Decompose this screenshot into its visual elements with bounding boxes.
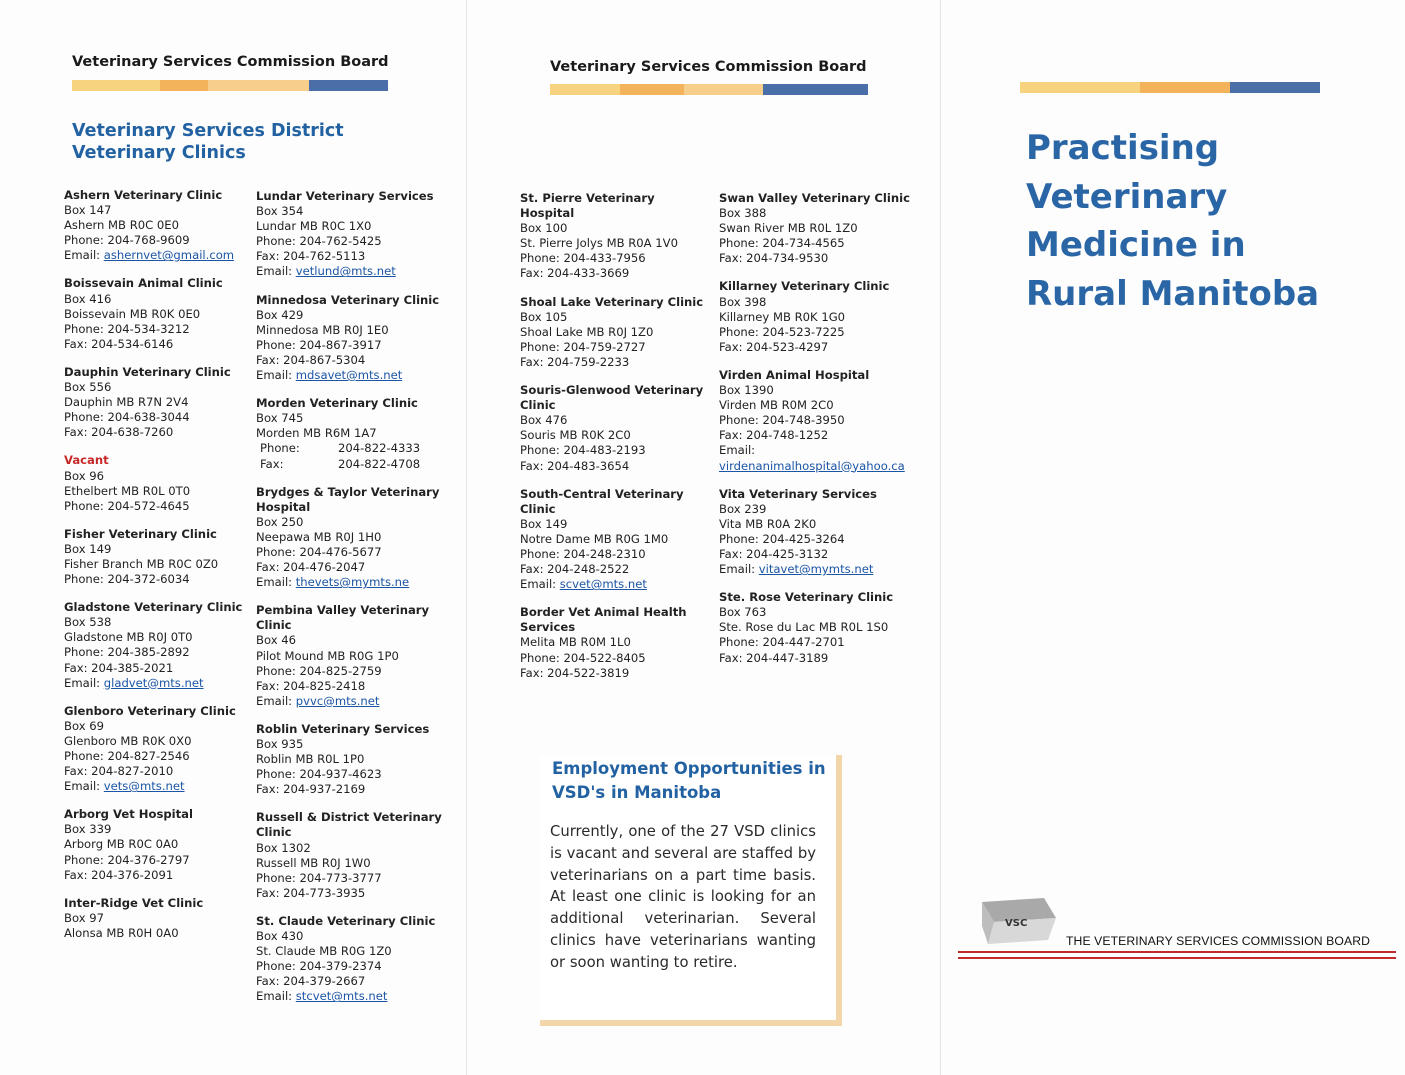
email-label: Email: xyxy=(256,575,296,590)
clinic-name: Lundar Veterinary Services xyxy=(256,189,434,203)
clinic-detail: Fax: 204-867-5304 xyxy=(256,352,366,367)
clinic-name: Virden Animal Hospital xyxy=(719,367,870,382)
clinic-entry xyxy=(719,487,919,578)
clinic-detail: Fax: 204-759-2233 xyxy=(520,354,630,369)
clinic-detail-value: 204-822-4333 xyxy=(338,441,421,456)
clinic-entry xyxy=(719,279,919,354)
clinic-detail: Phone: 204-867-3917 xyxy=(256,337,382,352)
fold-line-right xyxy=(940,0,941,1075)
clinic-entry xyxy=(64,527,249,587)
clinic-entry xyxy=(719,590,919,665)
cover-title-line: Veterinary xyxy=(1026,176,1228,217)
clinic-detail: Box 476 xyxy=(520,413,568,428)
email-label: Email: xyxy=(64,675,104,690)
clinic-detail: Fax: 204-248-2522 xyxy=(520,562,630,577)
cover-title-line: Medicine in xyxy=(1026,225,1246,265)
clinic-name: Russell & District Veterinary Clinic xyxy=(256,810,442,840)
clinic-entry xyxy=(64,704,249,795)
clinic-name: Glenboro Veterinary Clinic xyxy=(64,703,236,718)
clinic-detail: Box 416 xyxy=(64,291,112,306)
clinic-entry xyxy=(520,191,710,282)
clinic-detail: Phone: 204-762-5425 xyxy=(256,234,382,249)
clinic-column-3 xyxy=(520,191,710,694)
clinic-entry xyxy=(256,722,456,797)
clinic-detail: Fax: 204-748-1252 xyxy=(719,428,829,443)
clinic-detail: Russell MB R0J 1W0 xyxy=(256,855,371,870)
clinic-detail: Ste. Rose du Lac MB R0L 1S0 xyxy=(719,620,889,635)
clinic-detail: Box 354 xyxy=(256,204,304,219)
clinic-detail: Phone: 204-425-3264 xyxy=(719,531,845,546)
clinic-detail: Killarney MB R0K 1G0 xyxy=(719,309,846,324)
clinic-detail: Box 69 xyxy=(64,718,104,733)
clinic-detail: Fax: 204-476-2047 xyxy=(256,560,366,575)
clinic-email-line xyxy=(256,989,456,1004)
clinic-name: Gladstone Veterinary Clinic xyxy=(64,600,243,615)
email-link[interactable]: stcvet@mts.net xyxy=(295,989,388,1004)
clinic-detail: Morden MB R6M 1A7 xyxy=(256,426,377,441)
clinic-name: Boissevain Animal Clinic xyxy=(64,276,223,291)
clinic-detail: Box 100 xyxy=(520,221,568,236)
clinic-email-line xyxy=(719,562,919,577)
clinic-detail: Fax: 204-762-5113 xyxy=(256,249,366,264)
clinic-detail: Box 763 xyxy=(719,605,767,620)
clinic-detail: Fax: 204-825-2418 xyxy=(256,678,366,693)
clinic-name: St. Claude Veterinary Clinic xyxy=(256,913,436,928)
clinic-name: Brydges & Taylor Veterinary Hospital xyxy=(256,484,440,514)
clinic-email-line xyxy=(256,264,456,279)
clinic-entry xyxy=(64,188,249,263)
clinic-detail: Phone: 204-827-2546 xyxy=(64,749,190,763)
email-label: Email: xyxy=(256,368,296,383)
clinic-detail: Box 430 xyxy=(256,929,304,944)
section-title-line2: Veterinary Clinics xyxy=(72,143,246,163)
clinic-detail-label: Fax: xyxy=(260,456,284,471)
clinic-detail: Vita MB R0A 2K0 xyxy=(719,516,817,531)
clinic-detail: Box 250 xyxy=(256,514,304,529)
clinic-detail: Phone: 204-476-5677 xyxy=(256,544,382,559)
clinic-detail-label: Phone: xyxy=(260,441,300,456)
clinic-entry xyxy=(520,383,710,474)
clinic-detail: Ashern MB R0C 0E0 xyxy=(64,218,179,233)
employment-text: Currently, one of the 27 VSD clinics is vacant and several are staffed by veterinarians on a part time basis. At least one clinic is looking for an additional veterinarian. Several clinics have veterinarians wanting or soon wanting to retire. xyxy=(550,823,816,971)
clinic-detail: Phone: 204-748-3950 xyxy=(719,413,845,428)
cover-title-line: Rural Manitoba xyxy=(1026,273,1320,314)
clinic-name: South-Central Veterinary Clinic xyxy=(520,486,684,516)
employment-title: Employment Opportunities in VSD's in Manitoba xyxy=(552,759,826,802)
clinic-detail: Phone: 204-638-3044 xyxy=(64,410,190,425)
clinic-name: Arborg Vet Hospital xyxy=(64,807,193,822)
clinic-detail: Phone: 204-385-2892 xyxy=(64,645,190,660)
clinic-entry xyxy=(520,487,710,593)
employment-box xyxy=(540,755,842,1026)
cover-color-stripe xyxy=(1020,82,1320,93)
clinic-detail xyxy=(256,441,456,456)
clinic-detail: Phone: 204-248-2310 xyxy=(520,546,646,561)
clinic-detail: Box 1302 xyxy=(256,840,311,855)
clinic-detail: Box 97 xyxy=(64,910,104,925)
panel1-color-stripe xyxy=(72,80,388,91)
email-link[interactable]: pvvc@mts.net xyxy=(295,693,380,708)
clinic-email-line xyxy=(520,577,710,592)
clinic-name: Dauphin Veterinary Clinic xyxy=(64,364,231,379)
clinic-entry xyxy=(520,295,710,370)
clinic-entry xyxy=(719,191,919,266)
email-link[interactable]: scvet@mts.net xyxy=(559,577,647,592)
section-title xyxy=(72,120,344,164)
clinic-detail: Phone: 204-572-4645 xyxy=(64,498,190,513)
clinic-detail: Box 1390 xyxy=(719,383,774,398)
clinic-detail: Phone: 204-379-2374 xyxy=(256,959,382,974)
clinic-name: Shoal Lake Veterinary Clinic xyxy=(520,294,704,309)
clinic-name: St. Pierre Veterinary Hospital xyxy=(520,191,655,221)
red-rule-top xyxy=(958,951,1396,953)
clinic-detail: Box 147 xyxy=(64,203,112,218)
clinic-entry xyxy=(64,453,249,513)
clinic-column-4 xyxy=(719,191,919,679)
clinic-email-line xyxy=(64,248,249,263)
clinic-entry xyxy=(256,396,456,471)
clinic-email-line xyxy=(256,368,456,383)
clinic-detail: Fax: 204-522-3819 xyxy=(520,665,630,680)
clinic-entry xyxy=(719,368,919,474)
clinic-detail: Souris MB R0K 2C0 xyxy=(520,428,631,443)
clinic-detail: Fax: 204-827-2010 xyxy=(64,764,174,779)
clinic-detail: Glenboro MB R0K 0X0 xyxy=(64,733,192,748)
clinic-entry xyxy=(64,896,249,941)
clinic-detail: Virden MB R0M 2C0 xyxy=(719,398,834,413)
clinic-detail: Fax: 204-425-3132 xyxy=(719,546,829,561)
clinic-detail: St. Pierre Jolys MB R0A 1V0 xyxy=(520,236,678,251)
clinic-entry xyxy=(256,914,456,1005)
clinic-email-line xyxy=(256,694,456,709)
clinic-name: Pembina Valley Veterinary Clinic xyxy=(256,603,430,633)
board-name: THE VETERINARY SERVICES COMMISSION BOARD xyxy=(1066,934,1371,948)
clinic-email-line xyxy=(64,676,249,691)
clinic-detail: Fisher Branch MB R0C 0Z0 xyxy=(64,556,219,571)
clinic-detail: Phone: 204-768-9609 xyxy=(64,233,190,248)
clinic-name: Inter-Ridge Vet Clinic xyxy=(64,895,204,910)
clinic-column-2 xyxy=(256,189,456,1018)
clinic-name: Vita Veterinary Services xyxy=(719,486,877,501)
email-link[interactable]: thevets@mymts.ne xyxy=(295,575,410,590)
email-link[interactable]: gladvet@mts.net xyxy=(103,675,204,690)
clinic-entry xyxy=(520,605,710,680)
clinic-name: Border Vet Animal Health Services xyxy=(520,605,687,635)
fold-line-left xyxy=(466,0,467,1075)
clinic-detail: Fax: 204-773-3935 xyxy=(256,885,366,900)
clinic-detail: Pilot Mound MB R0G 1P0 xyxy=(256,648,399,663)
clinic-name: Fisher Veterinary Clinic xyxy=(64,526,217,541)
clinic-detail: Fax: 204-433-3669 xyxy=(520,266,630,281)
clinic-detail: Phone: 204-433-7956 xyxy=(520,251,646,266)
clinic-entry xyxy=(256,810,456,901)
email-link[interactable]: vets@mts.net xyxy=(103,779,185,794)
email-label: Email: xyxy=(256,264,296,279)
clinic-detail: Ethelbert MB R0L 0T0 xyxy=(64,483,191,498)
email-link[interactable]: vitavet@mymts.net xyxy=(758,562,874,577)
clinic-detail: Lundar MB R0C 1X0 xyxy=(256,219,372,234)
clinic-detail xyxy=(256,457,456,472)
clinic-detail-value: 204-822-4708 xyxy=(338,456,421,471)
clinic-entry xyxy=(256,485,456,591)
clinic-detail: Box 149 xyxy=(520,516,568,531)
clinic-detail: Phone: 204-773-3777 xyxy=(256,870,382,885)
clinic-email-line xyxy=(719,459,919,474)
clinic-name: Roblin Veterinary Services xyxy=(256,721,430,736)
clinic-entry xyxy=(64,600,249,691)
clinic-detail: Phone: 204-534-3212 xyxy=(64,321,190,336)
clinic-detail: Email: xyxy=(719,443,756,458)
clinic-detail: Box 935 xyxy=(256,737,304,751)
logo-text: VSC xyxy=(1005,918,1028,929)
clinic-detail: Box 149 xyxy=(64,541,112,556)
clinic-detail: Swan River MB R0L 1Z0 xyxy=(719,221,858,236)
clinic-detail: Melita MB R0M 1L0 xyxy=(520,635,631,650)
clinic-detail: Fax: 204-379-2667 xyxy=(256,974,366,989)
clinic-detail: Phone: 204-825-2759 xyxy=(256,663,382,678)
email-label: Email: xyxy=(64,779,104,794)
clinic-entry xyxy=(256,603,456,709)
clinic-column-1 xyxy=(64,188,249,954)
clinic-detail: Phone: 204-937-4623 xyxy=(256,767,382,782)
panel1-header: Veterinary Services Commission Board xyxy=(72,54,389,70)
red-rule-bottom xyxy=(958,957,1396,959)
clinic-entry xyxy=(256,189,456,280)
clinic-entry xyxy=(64,807,249,882)
clinic-detail: Phone: 204-483-2193 xyxy=(520,443,646,458)
clinic-detail: Fax: 204-523-4297 xyxy=(719,339,829,354)
clinic-detail: Roblin MB R0L 1P0 xyxy=(256,752,365,767)
clinic-detail: Box 46 xyxy=(256,633,296,648)
clinic-detail: Dauphin MB R7N 2V4 xyxy=(64,395,189,410)
clinic-detail: Fax: 204-447-3189 xyxy=(719,650,829,665)
panel2-color-stripe xyxy=(550,84,868,95)
clinic-detail: Arborg MB R0C 0A0 xyxy=(64,837,179,852)
clinic-detail: Box 398 xyxy=(719,294,767,309)
clinic-detail: Gladstone MB R0J 0T0 xyxy=(64,630,193,645)
clinic-detail: Minnedosa MB R0J 1E0 xyxy=(256,322,389,337)
email-link[interactable]: ashernvet@gmail.com xyxy=(103,248,235,263)
clinic-detail: Fax: 204-376-2091 xyxy=(64,867,174,882)
email-label: Email: xyxy=(256,693,296,708)
clinic-detail: Box 388 xyxy=(719,206,767,221)
clinic-detail: Box 429 xyxy=(256,307,304,322)
clinic-detail: Phone: 204-734-4565 xyxy=(719,236,845,251)
clinic-email-line xyxy=(64,779,249,794)
clinic-email-line xyxy=(256,575,456,590)
email-label: Email: xyxy=(719,562,759,577)
clinic-name: Minnedosa Veterinary Clinic xyxy=(256,292,440,307)
clinic-detail: Fax: 204-937-2169 xyxy=(256,782,366,797)
clinic-name: Ste. Rose Veterinary Clinic xyxy=(719,590,894,605)
email-link[interactable]: virdenanimalhospital@yahoo.ca xyxy=(719,458,905,473)
clinic-detail: Phone: 204-759-2727 xyxy=(520,339,646,354)
clinic-detail: Box 538 xyxy=(64,615,112,630)
clinic-entry xyxy=(64,365,249,440)
clinic-detail: Alonsa MB R0H 0A0 xyxy=(64,925,179,940)
cover-title xyxy=(1026,124,1319,318)
panel2-header: Veterinary Services Commission Board xyxy=(550,59,867,75)
clinic-detail: Box 339 xyxy=(64,822,112,837)
clinic-detail: Fax: 204-534-6146 xyxy=(64,336,174,351)
clinic-detail: Box 239 xyxy=(719,501,767,516)
clinic-detail: Box 745 xyxy=(256,411,304,426)
email-link[interactable]: vetlund@mts.net xyxy=(295,264,396,279)
clinic-detail: Shoal Lake MB R0J 1Z0 xyxy=(520,324,654,339)
clinic-detail: Phone: 204-447-2701 xyxy=(719,635,845,650)
clinic-name: Vacant xyxy=(64,453,109,468)
clinic-detail: Fax: 204-483-3654 xyxy=(520,458,630,473)
clinic-detail: Phone: 204-376-2797 xyxy=(64,852,190,867)
section-title-line1: Veterinary Services District xyxy=(72,121,344,141)
email-link[interactable]: mdsavet@mts.net xyxy=(295,368,403,383)
clinic-detail: St. Claude MB R0G 1Z0 xyxy=(256,944,392,959)
clinic-detail: Notre Dame MB R0G 1M0 xyxy=(520,531,669,546)
clinic-detail: Phone: 204-523-7225 xyxy=(719,324,845,339)
clinic-detail: Box 556 xyxy=(64,380,112,395)
clinic-detail: Boissevain MB R0K 0E0 xyxy=(64,306,201,321)
clinic-name: Swan Valley Veterinary Clinic xyxy=(719,191,910,205)
clinic-name: Souris-Glenwood Veterinary Clinic xyxy=(520,383,704,413)
email-label: Email: xyxy=(256,989,296,1004)
clinic-detail: Fax: 204-734-9530 xyxy=(719,251,829,266)
clinic-detail: Phone: 204-372-6034 xyxy=(64,572,190,587)
clinic-detail: Neepawa MB R0J 1H0 xyxy=(256,529,382,544)
clinic-entry xyxy=(64,276,249,351)
clinic-name: Killarney Veterinary Clinic xyxy=(719,279,890,294)
email-label: Email: xyxy=(520,577,560,592)
clinic-detail: Box 105 xyxy=(520,309,568,324)
cover-title-line: Practising xyxy=(1026,128,1220,168)
clinic-entry xyxy=(256,293,456,384)
email-label: Email: xyxy=(64,248,104,263)
clinic-detail: Box 96 xyxy=(64,468,104,483)
clinic-name: Ashern Veterinary Clinic xyxy=(64,188,223,202)
clinic-detail: Fax: 204-385-2021 xyxy=(64,660,174,675)
clinic-name: Morden Veterinary Clinic xyxy=(256,396,418,411)
clinic-detail: Phone: 204-522-8405 xyxy=(520,650,646,665)
clinic-detail: Fax: 204-638-7260 xyxy=(64,425,174,440)
